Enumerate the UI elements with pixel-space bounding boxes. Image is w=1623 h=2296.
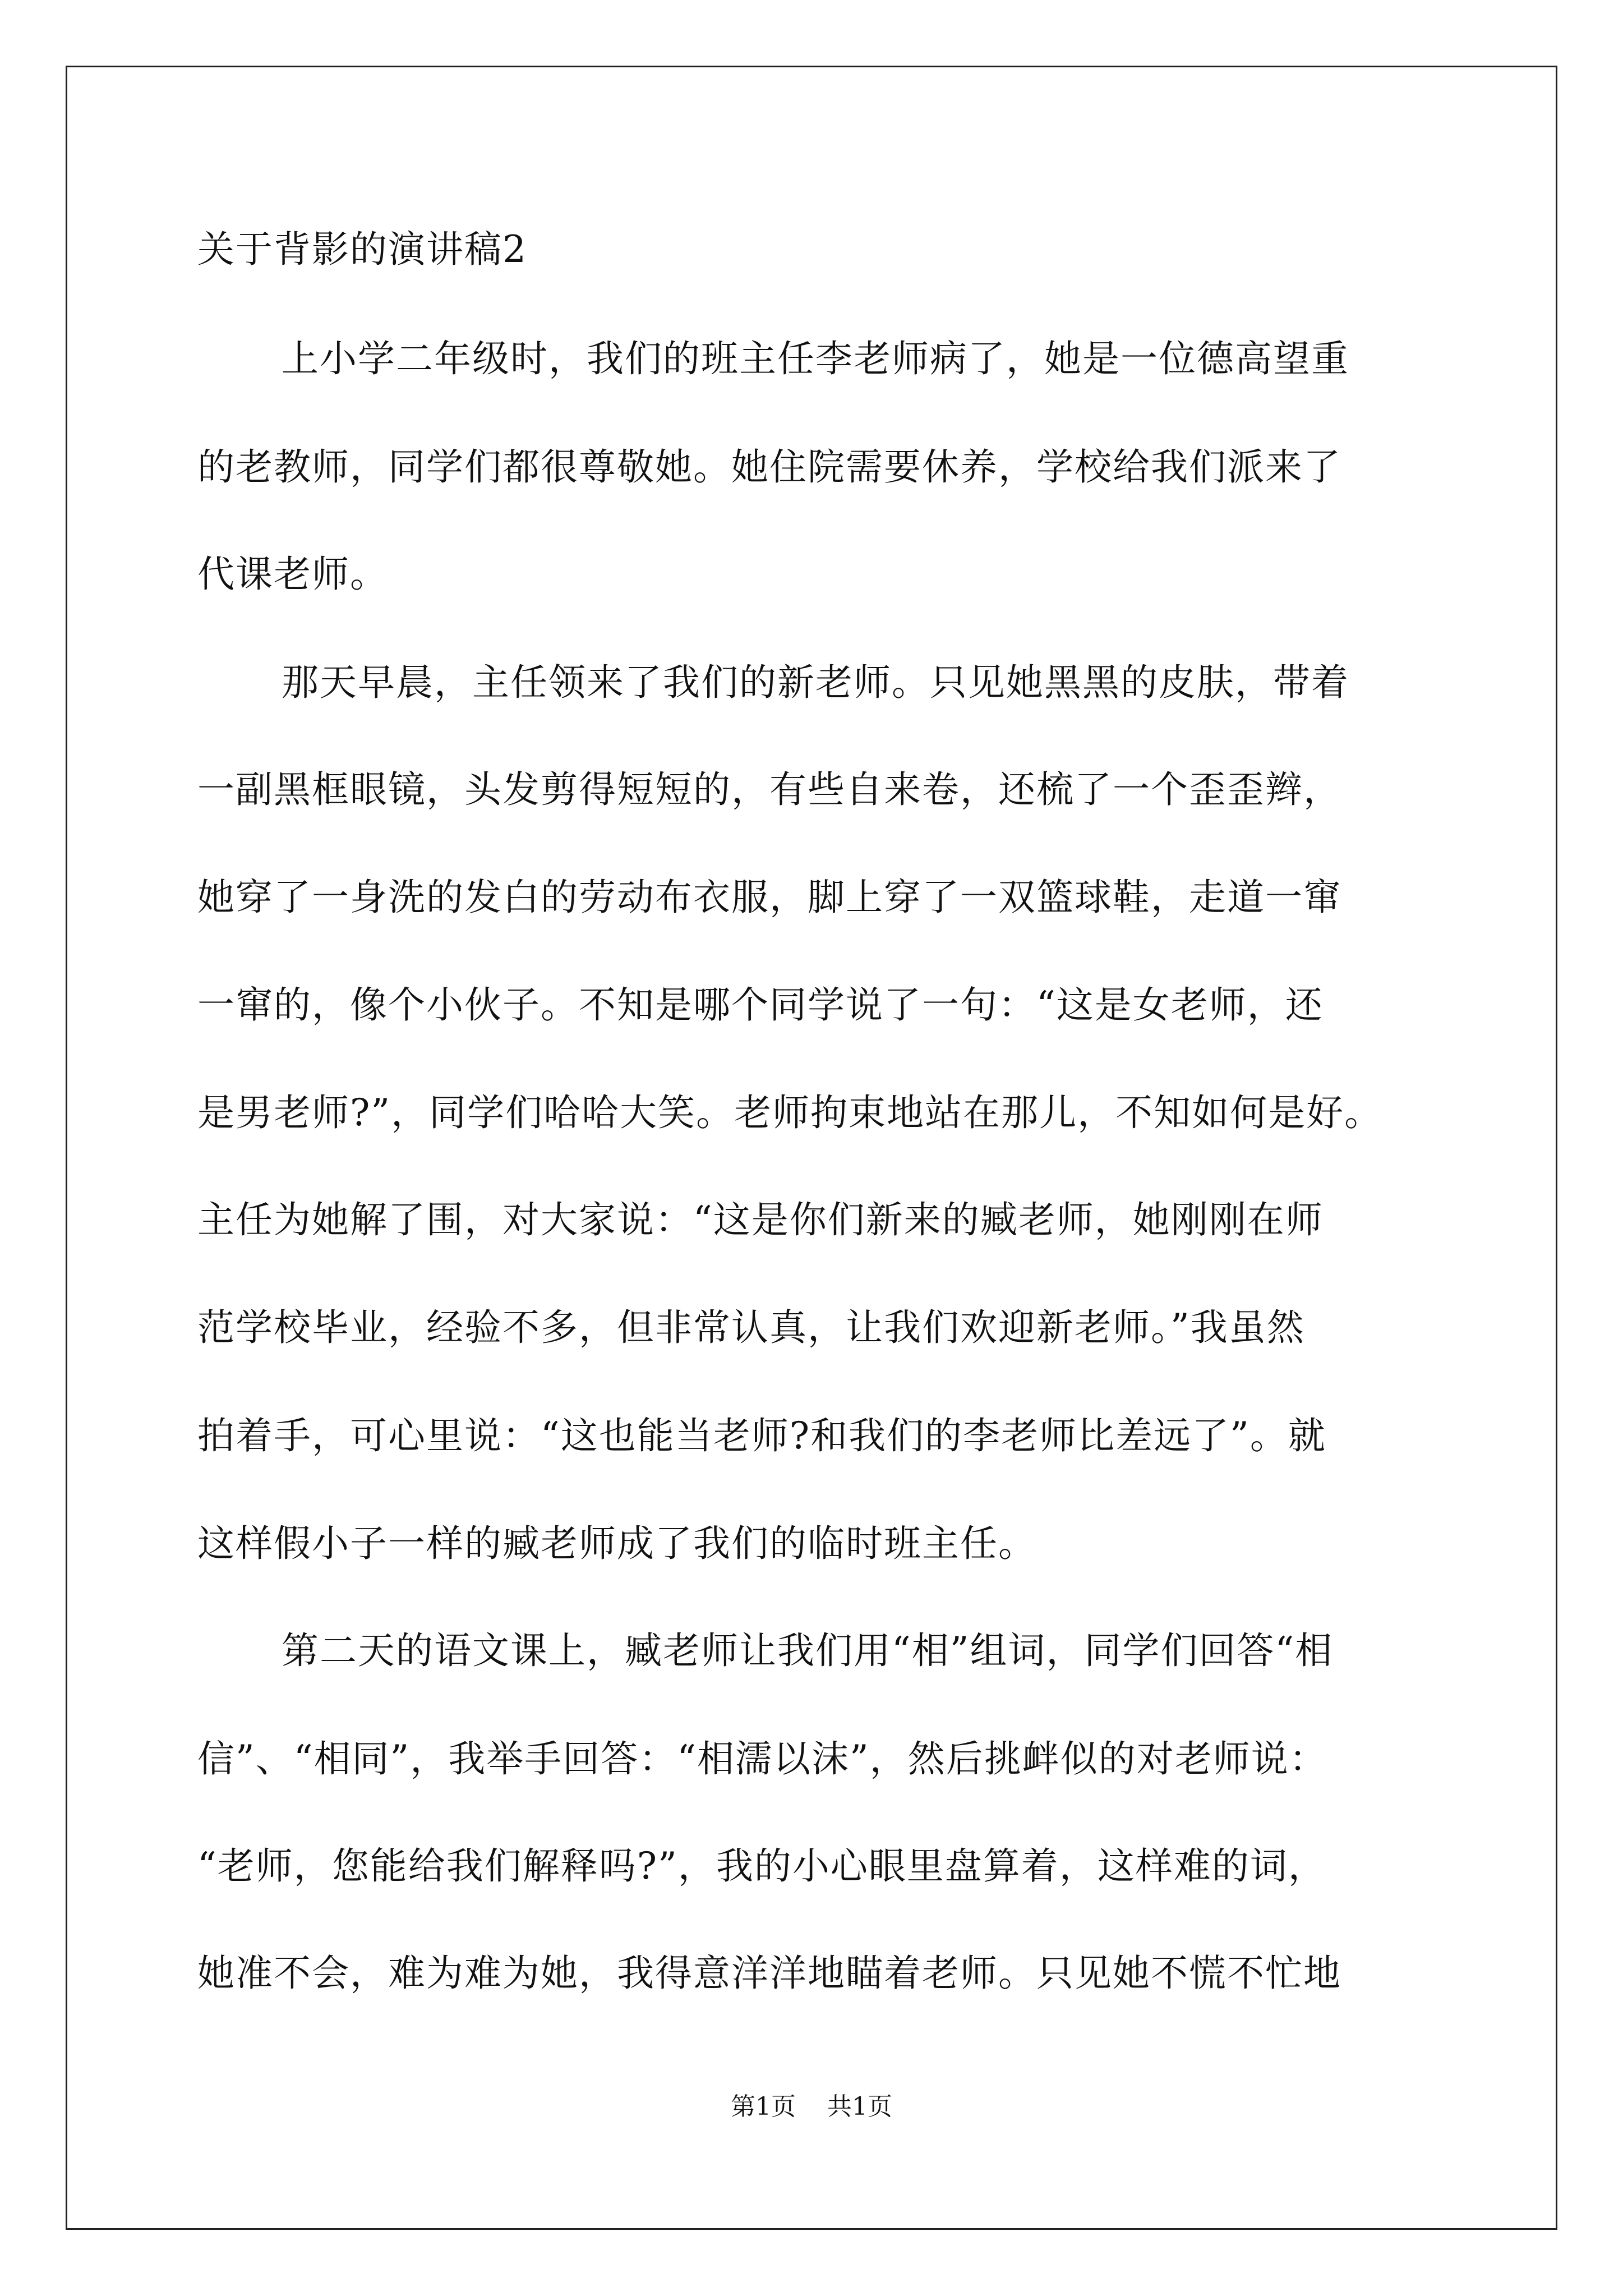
page-footer (0, 2091, 1623, 2123)
paragraph-line: 她穿了一身洗的发白的劳动布衣服，脚上穿了一双篮球鞋，走道一窜 (197, 876, 1341, 919)
paragraph-line: 信”、“相同”，我举手回答：“相濡以沫”，然后挑衅似的对老师说： (197, 1737, 1327, 1780)
document-title: 关于背影的演讲稿2 (197, 228, 527, 271)
paragraph-line: 代课老师。 (197, 553, 388, 596)
paragraph-line: 上小学二年级时，我们的班主任李老师病了，她是一位德高望重 (282, 337, 1349, 380)
paragraph-line: 范学校毕业，经验不多，但非常认真，让我们欢迎新老师。”我虽然 (197, 1306, 1305, 1349)
page-number-total: 共1页 (827, 2092, 892, 2121)
paragraph-line: 那天早晨，主任领来了我们的新老师。只见她黑黑的皮肤，带着 (282, 661, 1349, 704)
paragraph-line: 拍着手，可心里说：“这也能当老师?和我们的李老师比差远了”。就 (197, 1414, 1326, 1457)
paragraph-line: 一窜的，像个小伙子。不知是哪个同学说了一句：“这是女老师，还 (197, 983, 1324, 1027)
paragraph-line: 的老教师，同学们都很尊敬她。她住院需要休养，学校给我们派来了 (197, 445, 1341, 489)
paragraph-line: 一副黑框眼镜，头发剪得短短的，有些自来卷，还梳了一个歪歪辫， (197, 768, 1341, 811)
paragraph-line: 这样假小子一样的臧老师成了我们的临时班主任。 (197, 1522, 1036, 1565)
paragraph-line: 第二天的语文课上，臧老师让我们用“相”组词，同学们回答“相 (282, 1629, 1334, 1672)
paragraph-line: 她准不会，难为难为她，我得意洋洋地瞄着老师。只见她不慌不忙地 (197, 1952, 1341, 1995)
page-border (66, 66, 1557, 2230)
paragraph-line: 是男老师?”，同学们哈哈大笑。老师拘束地站在那儿，不知如何是好。 (197, 1091, 1383, 1134)
paragraph-line: 主任为她解了围，对大家说：“这是你们新来的臧老师，她刚刚在师 (197, 1198, 1324, 1241)
paragraph-line: “老师，您能给我们解释吗?”，我的小心眼里盘算着，这样难的词， (197, 1844, 1326, 1888)
page-number-current: 第1页 (731, 2092, 796, 2121)
